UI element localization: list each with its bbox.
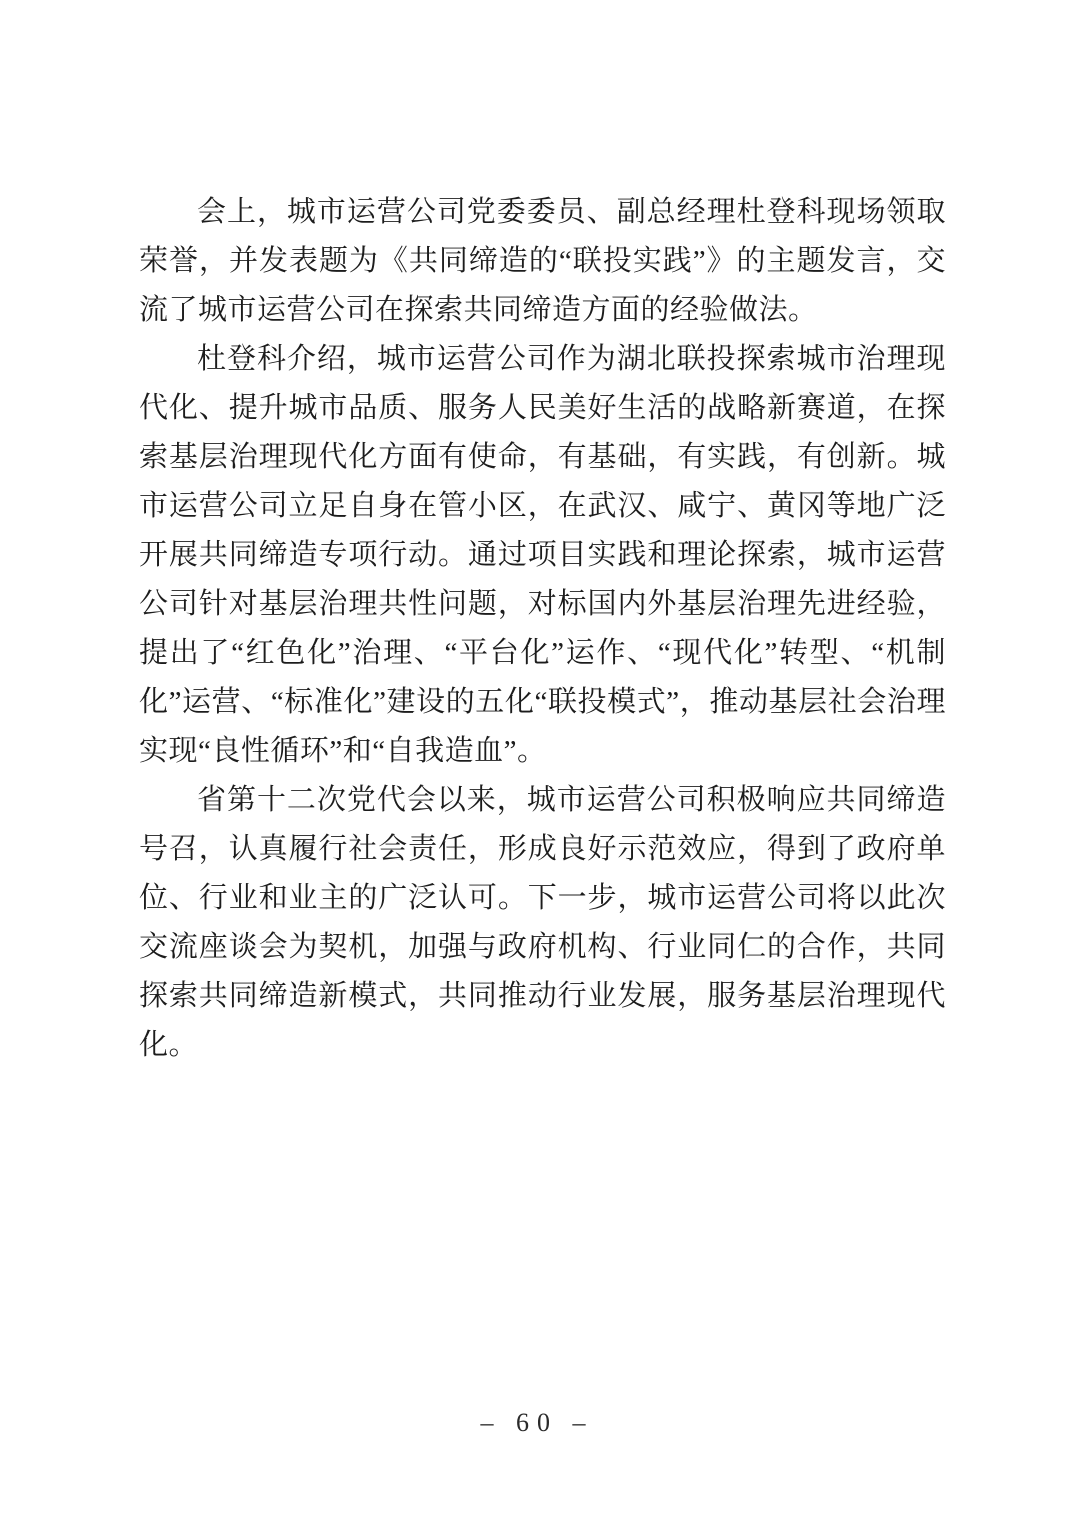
paragraph-award-speech: 会上，城市运营公司党委委员、副总经理杜登科现场领取荣誉，并发表题为《共同缔造的“联投实践”》的主题发言，交流了城市运营公司在探索共同缔造方面的经验做法。 bbox=[139, 196, 946, 326]
paragraph-party-congress-response: 省第十二次党代会以来，城市运营公司积极响应共同缔造号召，认真履行社会责任，形成良好示范效应，得到了政府单位、行业和业主的广泛认可。下一步，城市运营公司将以此次交流座谈会为契机，加强与政府机构、行业同仁的合作，共同探索共同缔造新模式，共同推动行业发展，服务基层治理现代化。 bbox=[139, 784, 946, 1061]
paragraph-du-dengke-introduction: 杜登科介绍，城市运营公司作为湖北联投探索城市治理现代化、提升城市品质、服务人民美好生活的战略新赛道，在探索基层治理现代化方面有使命，有基础，有实践，有创新。城市运营公司立足自身在管小区，在武汉、咸宁、黄冈等地广泛开展共同缔造专项行动。通过项目实践和理论探索，城市运营公司针对基层治理共性问题，对标国内外基层治理先进经验，提出了“红色化”治理、“平台化”运作、“现代化”转型、“机制化”运营、“标准化”建设的五化“联投模式”，推动基层社会治理实现“良性循环”和“自我造血”。 bbox=[139, 343, 946, 767]
document-body bbox=[139, 188, 946, 1070]
page-number: – 60 – bbox=[480, 1408, 594, 1437]
